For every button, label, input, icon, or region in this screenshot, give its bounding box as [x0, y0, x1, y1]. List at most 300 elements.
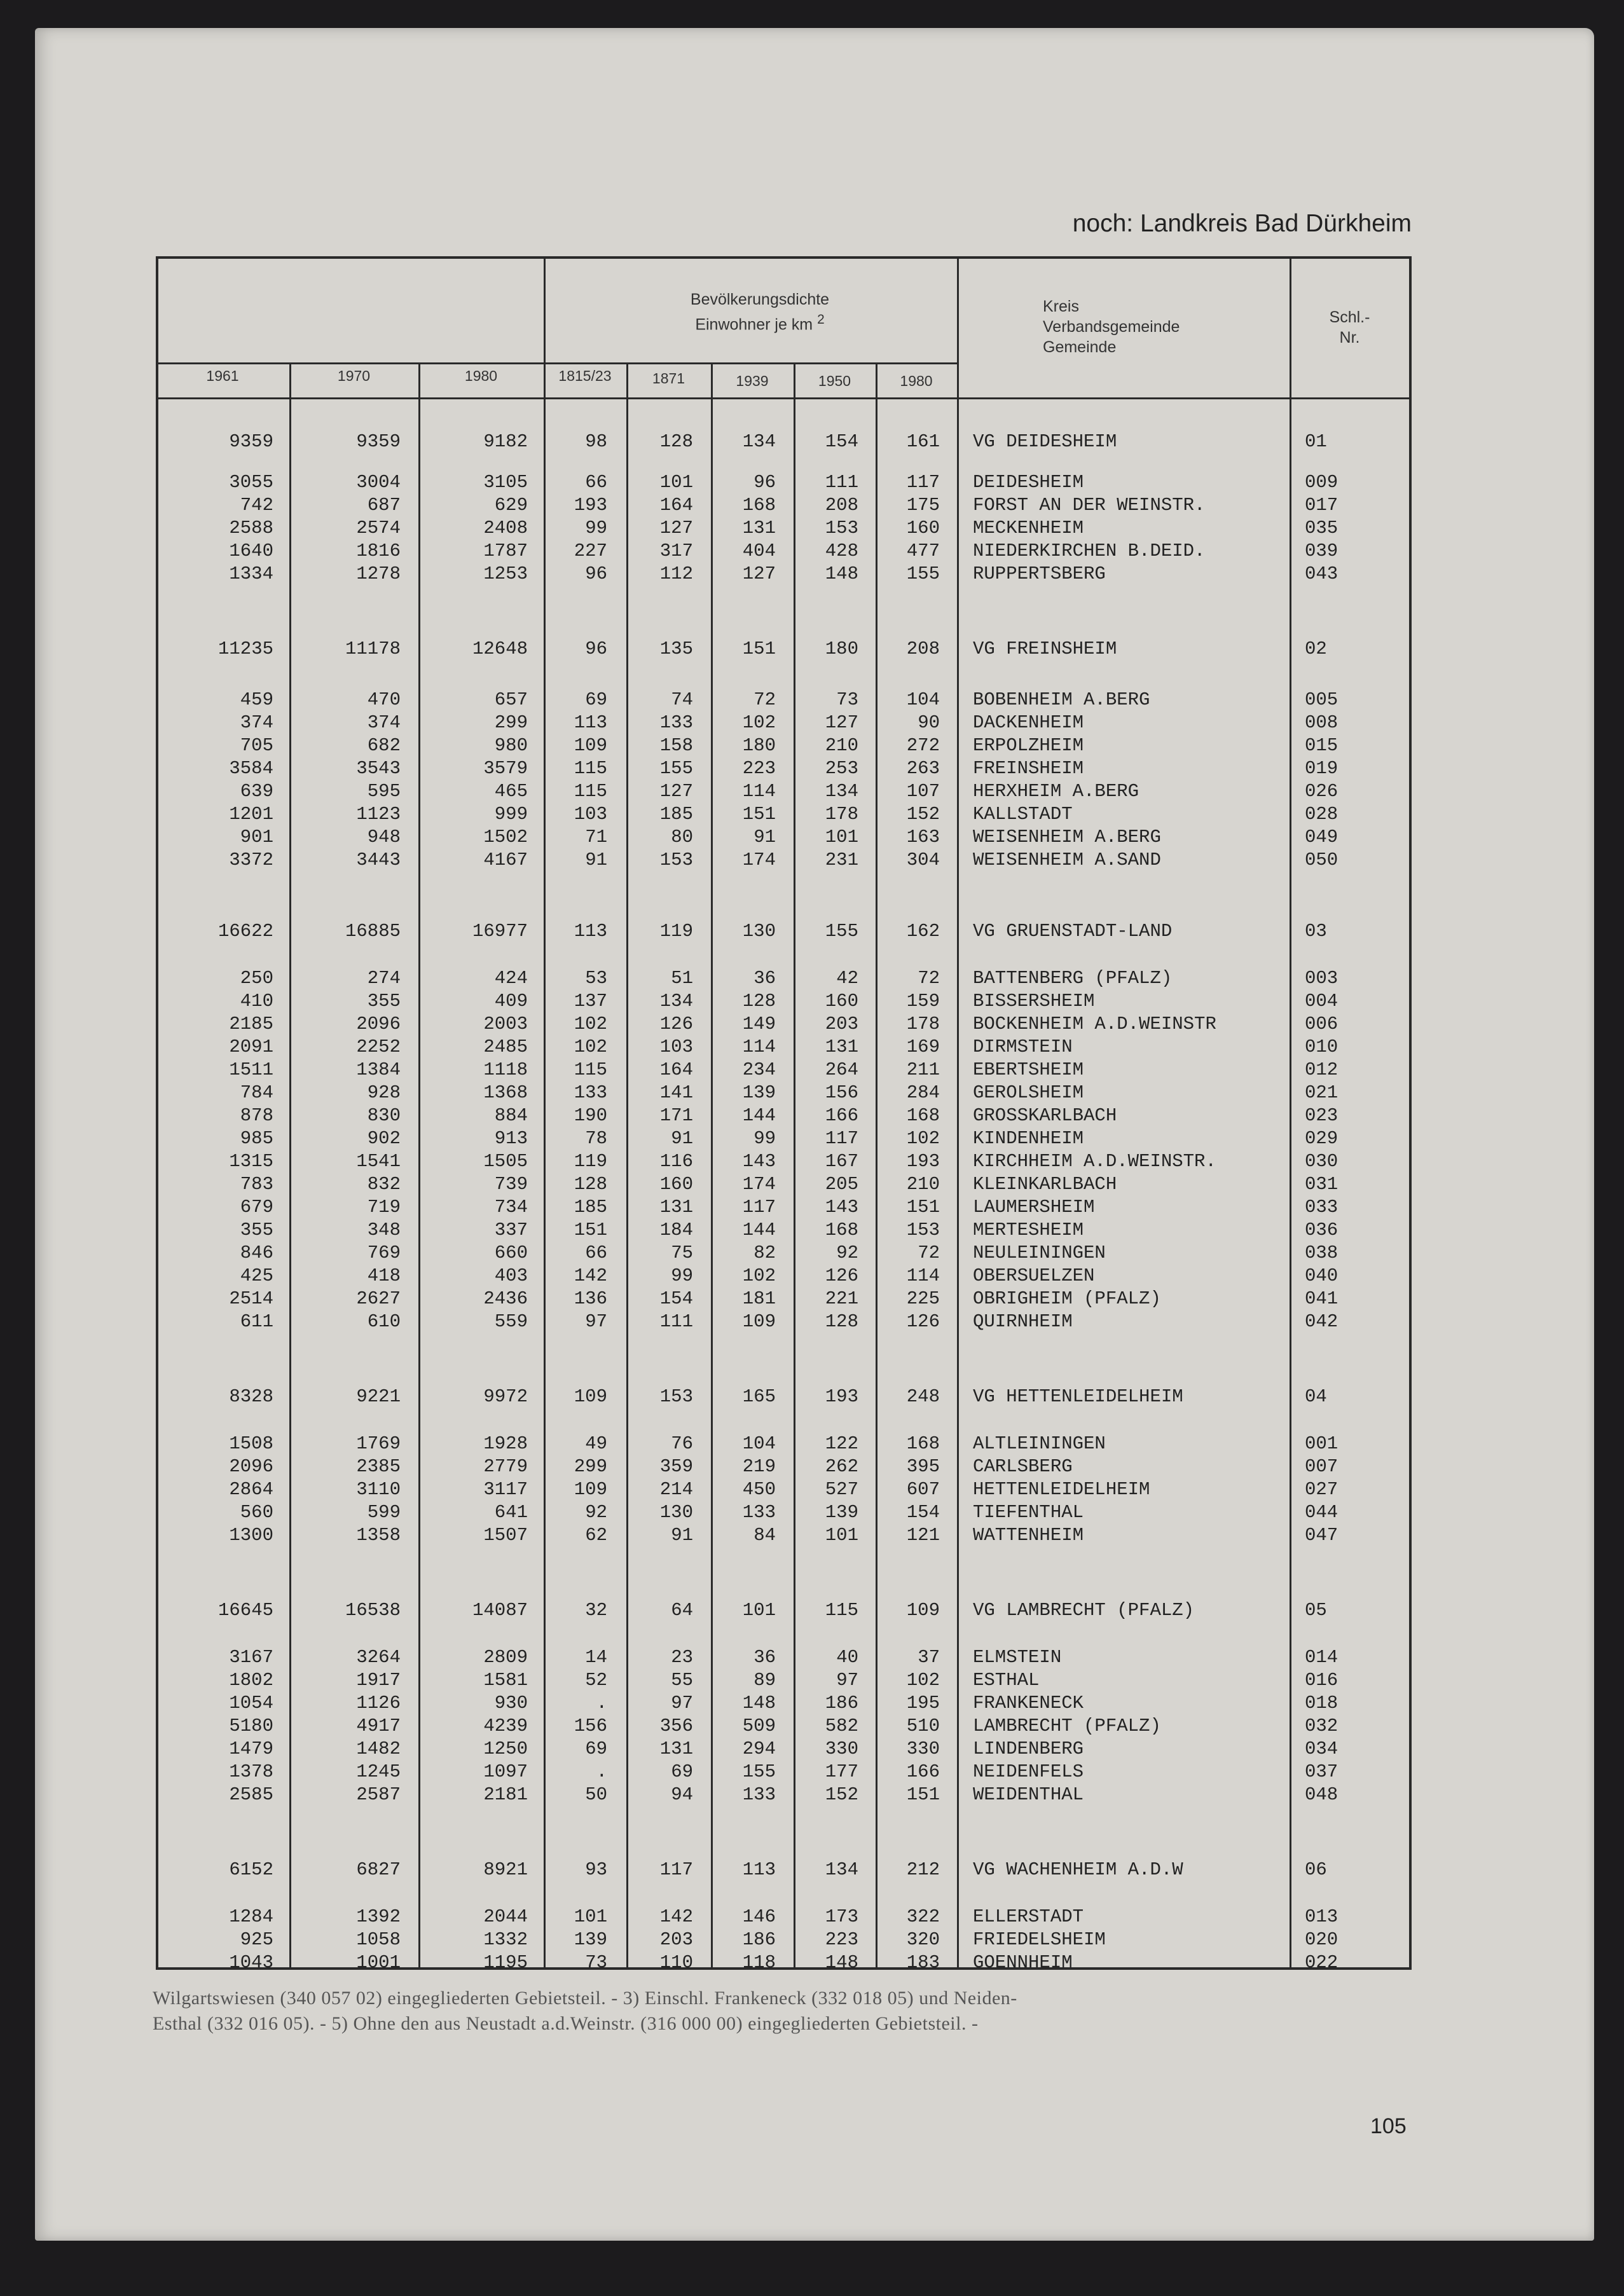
cell-value: 75	[671, 1242, 693, 1263]
cell-value: 111	[659, 1311, 693, 1332]
cell-value: 3264	[356, 1647, 401, 1668]
cell-value: 1058	[356, 1929, 401, 1950]
schluessel-nr: 030	[1305, 1151, 1338, 1172]
cell-value: 154	[659, 1288, 693, 1309]
schluessel-nr: 044	[1305, 1502, 1338, 1523]
cell-value: 477	[906, 540, 940, 561]
cell-value: 126	[906, 1311, 940, 1332]
cell-value: 404	[742, 540, 776, 561]
cell-value: 78	[585, 1128, 607, 1149]
cell-value: 71	[585, 827, 607, 848]
gemeinde-name: GOENNHEIM	[973, 1952, 1073, 1973]
cell-value: 1378	[229, 1761, 273, 1782]
cell-value: 223	[742, 758, 776, 779]
cell-value: 117	[825, 1128, 858, 1149]
cell-value: 284	[906, 1082, 940, 1103]
cell-value: 657	[494, 689, 528, 710]
table-row	[0, 968, 1624, 991]
cell-value: 4917	[356, 1715, 401, 1736]
cell-value: 1479	[229, 1738, 273, 1759]
gemeinde-name: MECKENHEIM	[973, 518, 1084, 539]
schluessel-nr: 015	[1305, 735, 1338, 756]
table-row	[0, 1784, 1624, 1807]
schluessel-nr: 022	[1305, 1952, 1338, 1973]
cell-value: 582	[825, 1715, 858, 1736]
cell-value: 151	[906, 1197, 940, 1218]
cell-value: 2588	[229, 518, 273, 539]
cell-value: 53	[585, 968, 607, 989]
cell-value: 208	[825, 495, 858, 516]
cell-value: 91	[671, 1525, 693, 1546]
cell-value: 231	[825, 849, 858, 870]
cell-value: 1334	[229, 563, 273, 584]
cell-value: 178	[825, 804, 858, 825]
cell-value: 948	[367, 827, 401, 848]
cell-value: 330	[825, 1738, 858, 1759]
table-row-vg	[0, 921, 1624, 944]
cell-value: 610	[367, 1311, 401, 1332]
cell-value: 117	[742, 1197, 776, 1218]
cell-value: 2514	[229, 1288, 273, 1309]
table-row	[0, 540, 1624, 563]
schluessel-nr: 004	[1305, 991, 1338, 1012]
cell-value: 2585	[229, 1784, 273, 1805]
cell-value: 679	[240, 1197, 273, 1218]
cell-value: 181	[742, 1288, 776, 1309]
table-row	[0, 735, 1624, 758]
gemeinde-name: FREINSHEIM	[973, 758, 1084, 779]
cell-value: 424	[494, 968, 528, 989]
table-row	[0, 1479, 1624, 1502]
table-row	[0, 1952, 1624, 1975]
cell-value: 1802	[229, 1670, 273, 1691]
cell-value: 1195	[483, 1952, 528, 1973]
cell-value: 160	[659, 1174, 693, 1195]
cell-value: 173	[825, 1906, 858, 1927]
cell-value: 884	[494, 1105, 528, 1126]
cell-value: 153	[906, 1220, 940, 1241]
cell-value: 134	[825, 1859, 858, 1880]
cell-value: 118	[742, 1952, 776, 1973]
table-row	[0, 1670, 1624, 1693]
cell-value: 450	[742, 1479, 776, 1500]
cell-value: 109	[742, 1311, 776, 1332]
gemeinde-name: NEIDENFELS	[973, 1761, 1084, 1782]
cell-value: 262	[825, 1456, 858, 1477]
cell-value: 234	[742, 1059, 776, 1080]
table-row	[0, 563, 1624, 586]
cell-value: 1511	[229, 1059, 273, 1080]
cell-value: 109	[574, 735, 607, 756]
schluessel-nr: 003	[1305, 968, 1338, 989]
vg-name: VG LAMBRECHT (PFALZ)	[973, 1600, 1195, 1621]
year-header-1939: 1939	[736, 373, 769, 389]
cell-value: 143	[742, 1151, 776, 1172]
cell-value: 84	[754, 1525, 776, 1546]
gemeinde-name: QUIRNHEIM	[973, 1311, 1073, 1332]
gemeinde-name: MERTESHEIM	[973, 1220, 1084, 1241]
schluessel-nr: 031	[1305, 1174, 1338, 1195]
cell-value: 168	[825, 1220, 858, 1241]
cell-value: 3372	[229, 849, 273, 870]
cell-value: 166	[825, 1105, 858, 1126]
cell-value: 223	[825, 1929, 858, 1950]
cell-value: 162	[906, 921, 940, 942]
cell-value: 410	[240, 991, 273, 1012]
cell-value: 117	[659, 1859, 693, 1880]
cell-value: 253	[825, 758, 858, 779]
cell-value: 985	[240, 1128, 273, 1149]
cell-value: 104	[742, 1433, 776, 1454]
gemeinde-name: FORST AN DER WEINSTR.	[973, 495, 1206, 516]
cell-value: 128	[659, 431, 693, 452]
cell-value: 96	[585, 563, 607, 584]
cell-value: 40	[836, 1647, 858, 1668]
table-row	[0, 1715, 1624, 1738]
cell-value: 739	[494, 1174, 528, 1195]
cell-value: 205	[825, 1174, 858, 1195]
cell-value: 211	[906, 1059, 940, 1080]
schluessel-nr: 05	[1305, 1600, 1327, 1621]
cell-value: 155	[825, 921, 858, 942]
cell-value: 133	[574, 1082, 607, 1103]
schluessel-nr: 021	[1305, 1082, 1338, 1103]
cell-value: 1043	[229, 1952, 273, 1973]
cell-value: 133	[742, 1502, 776, 1523]
cell-value: 72	[754, 689, 776, 710]
cell-value: 641	[494, 1502, 528, 1523]
cell-value: 901	[240, 827, 273, 848]
cell-value: 133	[742, 1784, 776, 1805]
schluessel-nr: 048	[1305, 1784, 1338, 1805]
cell-value: 101	[659, 472, 693, 493]
cell-value: 119	[659, 921, 693, 942]
cell-value: 304	[906, 849, 940, 870]
schluessel-nr: 040	[1305, 1265, 1338, 1286]
cell-value: 1300	[229, 1525, 273, 1546]
schl-heading-line2: Nr.	[1339, 329, 1360, 347]
cell-value: 203	[659, 1929, 693, 1950]
cell-value: 80	[671, 827, 693, 848]
table-row	[0, 1242, 1624, 1265]
cell-value: 76	[671, 1433, 693, 1454]
cell-value: 14087	[472, 1600, 528, 1621]
schluessel-nr: 017	[1305, 495, 1338, 516]
table-row	[0, 1761, 1624, 1784]
cell-value: 141	[659, 1082, 693, 1103]
vg-name: VG HETTENLEIDELHEIM	[973, 1386, 1183, 1407]
cell-value: 127	[659, 518, 693, 539]
schluessel-nr: 007	[1305, 1456, 1338, 1477]
cell-value: 660	[494, 1242, 528, 1263]
cell-value: 2003	[483, 1014, 528, 1035]
cell-value: 337	[494, 1220, 528, 1241]
cell-value: 212	[906, 1859, 940, 1880]
schluessel-nr: 036	[1305, 1220, 1338, 1241]
schluessel-nr: 008	[1305, 712, 1338, 733]
cell-value: 510	[906, 1715, 940, 1736]
table-row	[0, 827, 1624, 849]
cell-value: 3579	[483, 758, 528, 779]
gemeinde-name: ALTLEININGEN	[973, 1433, 1106, 1454]
cell-value: 134	[659, 991, 693, 1012]
gemeinde-name: KALLSTADT	[973, 804, 1073, 825]
cell-value: 119	[574, 1151, 607, 1172]
kreis-heading	[1043, 296, 1272, 357]
year-header-1980: 1980	[464, 368, 498, 384]
schluessel-nr: 016	[1305, 1670, 1338, 1691]
cell-value: 101	[825, 1525, 858, 1546]
cell-value: 23	[671, 1647, 693, 1668]
schluessel-nr: 06	[1305, 1859, 1327, 1880]
cell-value: 294	[742, 1738, 776, 1759]
cell-value: 151	[742, 638, 776, 659]
cell-value: 160	[825, 991, 858, 1012]
gemeinde-name: EBERTSHEIM	[973, 1059, 1084, 1080]
cell-value: 142	[574, 1265, 607, 1286]
schluessel-nr: 001	[1305, 1433, 1338, 1454]
table-row	[0, 1311, 1624, 1334]
table-row	[0, 495, 1624, 518]
cell-value: 168	[906, 1433, 940, 1454]
cell-value: 465	[494, 781, 528, 802]
cell-value: 409	[494, 991, 528, 1012]
cell-value: 98	[585, 431, 607, 452]
cell-value: 682	[367, 735, 401, 756]
cell-value: 51	[671, 968, 693, 989]
cell-value: 2044	[483, 1906, 528, 1927]
cell-value: 902	[367, 1128, 401, 1149]
gemeinde-name: DIRMSTEIN	[973, 1036, 1073, 1057]
cell-value: 355	[367, 991, 401, 1012]
cell-value: 1097	[483, 1761, 528, 1782]
cell-value: 115	[574, 781, 607, 802]
cell-value: 155	[659, 758, 693, 779]
cell-value: 1392	[356, 1906, 401, 1927]
cell-value: 152	[825, 1784, 858, 1805]
cell-value: 1284	[229, 1906, 273, 1927]
cell-value: 183	[906, 1952, 940, 1973]
cell-value: 154	[825, 431, 858, 452]
cell-value: 355	[240, 1220, 273, 1241]
gemeinde-name: KIRCHHEIM A.D.WEINSTR.	[973, 1151, 1216, 1172]
kreis-heading-line3: Gemeinde	[1043, 338, 1117, 356]
table-row	[0, 1197, 1624, 1220]
cell-value: 193	[825, 1386, 858, 1407]
cell-value: 174	[742, 1174, 776, 1195]
table-row	[0, 1738, 1624, 1761]
cell-value: 115	[574, 1059, 607, 1080]
cell-value: 1315	[229, 1151, 273, 1172]
cell-value: 128	[825, 1311, 858, 1332]
cell-value: 250	[240, 968, 273, 989]
cell-value: 97	[671, 1693, 693, 1714]
cell-value: 403	[494, 1265, 528, 1286]
gemeinde-name: BATTENBERG (PFALZ)	[973, 968, 1173, 989]
cell-value: 113	[574, 712, 607, 733]
cell-value: 2385	[356, 1456, 401, 1477]
schluessel-nr: 034	[1305, 1738, 1338, 1759]
table-row	[0, 991, 1624, 1014]
cell-value: 180	[742, 735, 776, 756]
cell-value: 425	[240, 1265, 273, 1286]
cell-value: 2408	[483, 518, 528, 539]
cell-value: 91	[585, 849, 607, 870]
cell-value: 2096	[356, 1014, 401, 1035]
schluessel-nr: 018	[1305, 1693, 1338, 1714]
cell-value: 639	[240, 781, 273, 802]
gemeinde-name: GEROLSHEIM	[973, 1082, 1084, 1103]
cell-value: 470	[367, 689, 401, 710]
cell-value: 110	[659, 1952, 693, 1973]
cell-value: 208	[906, 638, 940, 659]
cell-value: 1054	[229, 1693, 273, 1714]
cell-value: 112	[659, 563, 693, 584]
cell-value: 42	[836, 968, 858, 989]
cell-value: 114	[742, 781, 776, 802]
gemeinde-name: LAMBRECHT (PFALZ)	[973, 1715, 1161, 1736]
schluessel-nr: 03	[1305, 921, 1327, 942]
year-header-1815: 1815/23	[558, 368, 612, 384]
cell-value: 11235	[217, 638, 273, 659]
table-row	[0, 1128, 1624, 1151]
cell-value: 62	[585, 1525, 607, 1546]
gemeinde-name: BISSERSHEIM	[973, 991, 1095, 1012]
schluessel-nr: 037	[1305, 1761, 1338, 1782]
cell-value: 1917	[356, 1670, 401, 1691]
cell-value: 127	[825, 712, 858, 733]
cell-value: 114	[906, 1265, 940, 1286]
cell-value: 3584	[229, 758, 273, 779]
cell-value: 559	[494, 1311, 528, 1332]
cell-value: 4167	[483, 849, 528, 870]
table-row	[0, 1082, 1624, 1105]
cell-value: 395	[906, 1456, 940, 1477]
gemeinde-name: KINDENHEIM	[973, 1128, 1084, 1149]
cell-value: 878	[240, 1105, 273, 1126]
cell-value: 101	[825, 827, 858, 848]
cell-value: 149	[742, 1014, 776, 1035]
cell-value: 1245	[356, 1761, 401, 1782]
cell-value: 74	[671, 689, 693, 710]
cell-value: 2587	[356, 1784, 401, 1805]
cell-value: 629	[494, 495, 528, 516]
cell-value: 2864	[229, 1479, 273, 1500]
table-row	[0, 804, 1624, 827]
cell-value: 1358	[356, 1525, 401, 1546]
cell-value: 227	[574, 540, 607, 561]
cell-value: 8328	[229, 1386, 273, 1407]
cell-value: 527	[825, 1479, 858, 1500]
cell-value: 174	[742, 849, 776, 870]
cell-value: 115	[825, 1600, 858, 1621]
gemeinde-name: FRIEDELSHEIM	[973, 1929, 1106, 1950]
cell-value: 36	[754, 968, 776, 989]
cell-value: 131	[742, 518, 776, 539]
table-row	[0, 1151, 1624, 1174]
cell-value: 203	[825, 1014, 858, 1035]
cell-value: 103	[659, 1036, 693, 1057]
cell-value: 784	[240, 1082, 273, 1103]
cell-value: 2574	[356, 518, 401, 539]
table-row	[0, 1693, 1624, 1715]
cell-value: 37	[918, 1647, 940, 1668]
cell-value: 4239	[483, 1715, 528, 1736]
cell-value: 509	[742, 1715, 776, 1736]
cell-value: 127	[742, 563, 776, 584]
cell-value: 158	[659, 735, 693, 756]
cell-value: 134	[825, 781, 858, 802]
cell-value: 116	[659, 1151, 693, 1172]
table-row	[0, 1036, 1624, 1059]
cell-value: 2096	[229, 1456, 273, 1477]
cell-value: 102	[742, 712, 776, 733]
cell-value: 97	[836, 1670, 858, 1691]
cell-value: 128	[574, 1174, 607, 1195]
cell-value: 82	[754, 1242, 776, 1263]
cell-value: 6152	[229, 1859, 273, 1880]
cell-value: 193	[906, 1151, 940, 1172]
cell-value: 50	[585, 1784, 607, 1805]
cell-value: 9182	[483, 431, 528, 452]
cell-value: 156	[825, 1082, 858, 1103]
cell-value: 96	[585, 638, 607, 659]
cell-value: 144	[742, 1105, 776, 1126]
cell-value: 1250	[483, 1738, 528, 1759]
gemeinde-name: DACKENHEIM	[973, 712, 1084, 733]
cell-value: 12648	[472, 638, 528, 659]
schl-heading-line1: Schl.-	[1329, 308, 1370, 326]
cell-value: 127	[659, 781, 693, 802]
table-row	[0, 1929, 1624, 1952]
cell-value: 104	[906, 689, 940, 710]
cell-value: 322	[906, 1906, 940, 1927]
cell-value: 136	[574, 1288, 607, 1309]
cell-value: 152	[906, 804, 940, 825]
cell-value: 117	[906, 472, 940, 493]
cell-value: 109	[574, 1386, 607, 1407]
cell-value: 999	[494, 804, 528, 825]
cell-value: 121	[906, 1525, 940, 1546]
cell-value: 928	[367, 1082, 401, 1103]
cell-value: 151	[906, 1784, 940, 1805]
cell-value: 96	[754, 472, 776, 493]
cell-value: 2485	[483, 1036, 528, 1057]
schluessel-nr: 029	[1305, 1128, 1338, 1149]
cell-value: 11178	[345, 638, 401, 659]
cell-value: 69	[585, 1738, 607, 1759]
table-row	[0, 518, 1624, 540]
density-heading	[639, 289, 881, 334]
cell-value: 167	[825, 1151, 858, 1172]
cell-value: 830	[367, 1105, 401, 1126]
table-row	[0, 1288, 1624, 1311]
cell-value: 101	[574, 1906, 607, 1927]
cell-value: 611	[240, 1311, 273, 1332]
vg-name: VG GRUENSTADT-LAND	[973, 921, 1173, 942]
schluessel-nr: 033	[1305, 1197, 1338, 1218]
cell-value: 114	[742, 1036, 776, 1057]
cell-value: 225	[906, 1288, 940, 1309]
cell-value: 9972	[483, 1386, 528, 1407]
cell-value: 102	[906, 1670, 940, 1691]
cell-value: 2779	[483, 1456, 528, 1477]
schluessel-nr: 005	[1305, 689, 1338, 710]
cell-value: 214	[659, 1479, 693, 1500]
kreis-heading-line2: Verbandsgemeinde	[1043, 318, 1180, 336]
cell-value: 154	[906, 1502, 940, 1523]
cell-value: 2091	[229, 1036, 273, 1057]
